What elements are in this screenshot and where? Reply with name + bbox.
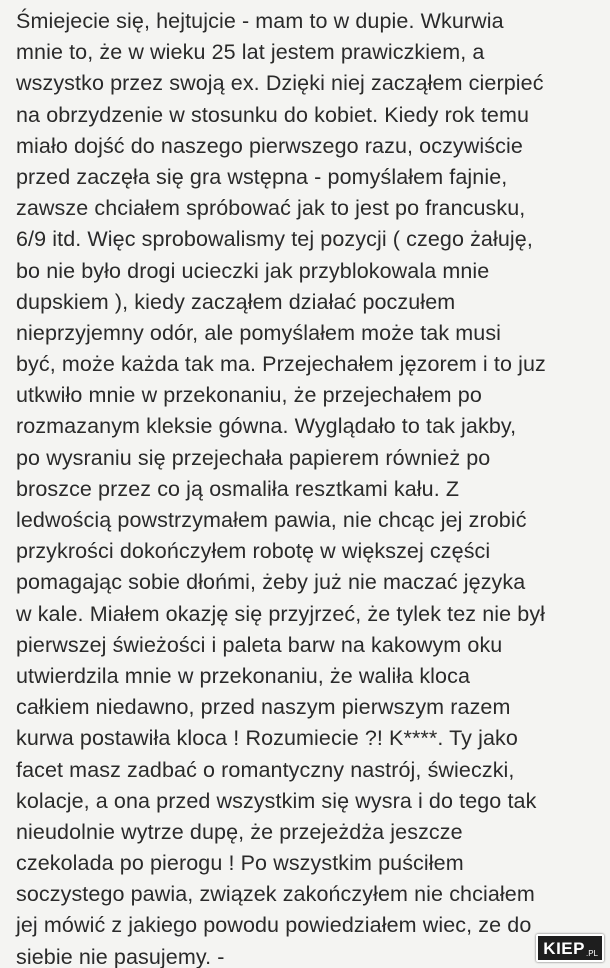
kiep-watermark-logo	[536, 934, 604, 962]
post-line-24: kurwa postawiła kloca ! Rozumiecie ?! K****. Ty jako	[16, 726, 518, 751]
post-line-11: nieprzyjemny odór, ale pomyślałem może tak musi	[16, 320, 502, 345]
post-line-27: nieudolnie wytrze dupę, że przejeżdża jeszcze	[16, 819, 463, 844]
post-line-7: zawsze chciałem spróbować jak to jest po francusku,	[16, 196, 526, 221]
post-line-10: dupskiem ), kiedy zacząłem działać poczułem	[16, 289, 456, 314]
post-line-31: siebie nie pasujemy. -	[16, 944, 225, 968]
post-line-21: pierwszej świeżości i paleta barw na kakowym oku	[16, 632, 503, 657]
post-line-3: wszystko przez swoją ex. Dzięki niej zacząłem cierpieć	[16, 71, 544, 96]
post-line-12: być, może każda tak ma. Przejechałem jęzorem i to juz	[16, 352, 546, 377]
post-line-20: w kale. Miałem okazję się przyjrzeć, że tylek tez nie był	[16, 601, 546, 626]
post-line-25: facet masz zadbać o romantyczny nastrój, świeczki,	[16, 757, 515, 782]
watermark-brand: KIEP	[543, 939, 585, 958]
post-line-29: soczystego pawia, związek zakończyłem nie chciałem	[16, 882, 535, 907]
post-line-16: broszce przez co ją osmaliła resztkami kału. Z	[16, 476, 460, 501]
post-line-6: przed zaczęła się gra wstępna - pomyślałem fajnie,	[16, 164, 508, 189]
post-line-4: na obrzydzenie w stosunku do kobiet. Kiedy rok temu	[16, 102, 530, 127]
post-line-26: kolacje, a ona przed wszystkim się wysra i do tego tak	[16, 788, 537, 813]
post-line-14: rozmazanym kleksie gówna. Wyglądało to tak jakby,	[16, 414, 517, 439]
post-line-15: po wysraniu się przejechała papierem również po	[16, 445, 491, 470]
post-line-1: Śmiejecie się, hejtujcie - mam to w dupie. Wkurwia	[16, 9, 504, 33]
post-line-9: bo nie było drogi ucieczki jak przyblokowala mnie	[16, 258, 490, 283]
post-line-2: mnie to, że w wieku 25 lat jestem prawiczkiem, a	[16, 40, 485, 65]
post-line-18: przykrości dokończyłem robotę w większej części	[16, 539, 491, 564]
post-line-30: jej mówić z jakiego powodu powiedziałem wiec, ze do	[16, 913, 532, 938]
post-line-13: utkwiło mnie w przekonaniu, że przejechałem po	[16, 383, 482, 408]
post-line-22: utwierdzila mnie w przekonaniu, że waliła kloca	[16, 663, 471, 688]
post-line-23: całkiem niedawno, przed naszym pierwszym razem	[16, 695, 511, 720]
post-line-5: miało dojść do naszego pierwszego razu, oczywiście	[16, 133, 523, 158]
watermark-tld: .PL	[585, 949, 598, 958]
post-line-28: czekolada po pierogu ! Po wszystkim puściłem	[16, 851, 464, 876]
post-line-17: ledwością powstrzymałem pawia, nie chcąc jej zrobić	[16, 508, 527, 532]
post-line-8: 6/9 itd. Więc sprobowalismy tej pozycji ( czego żałuję,	[16, 227, 533, 252]
post-line-19: pomagając sobie dłońmi, żeby już nie maczać języka	[16, 570, 526, 595]
post-text	[16, 6, 610, 968]
